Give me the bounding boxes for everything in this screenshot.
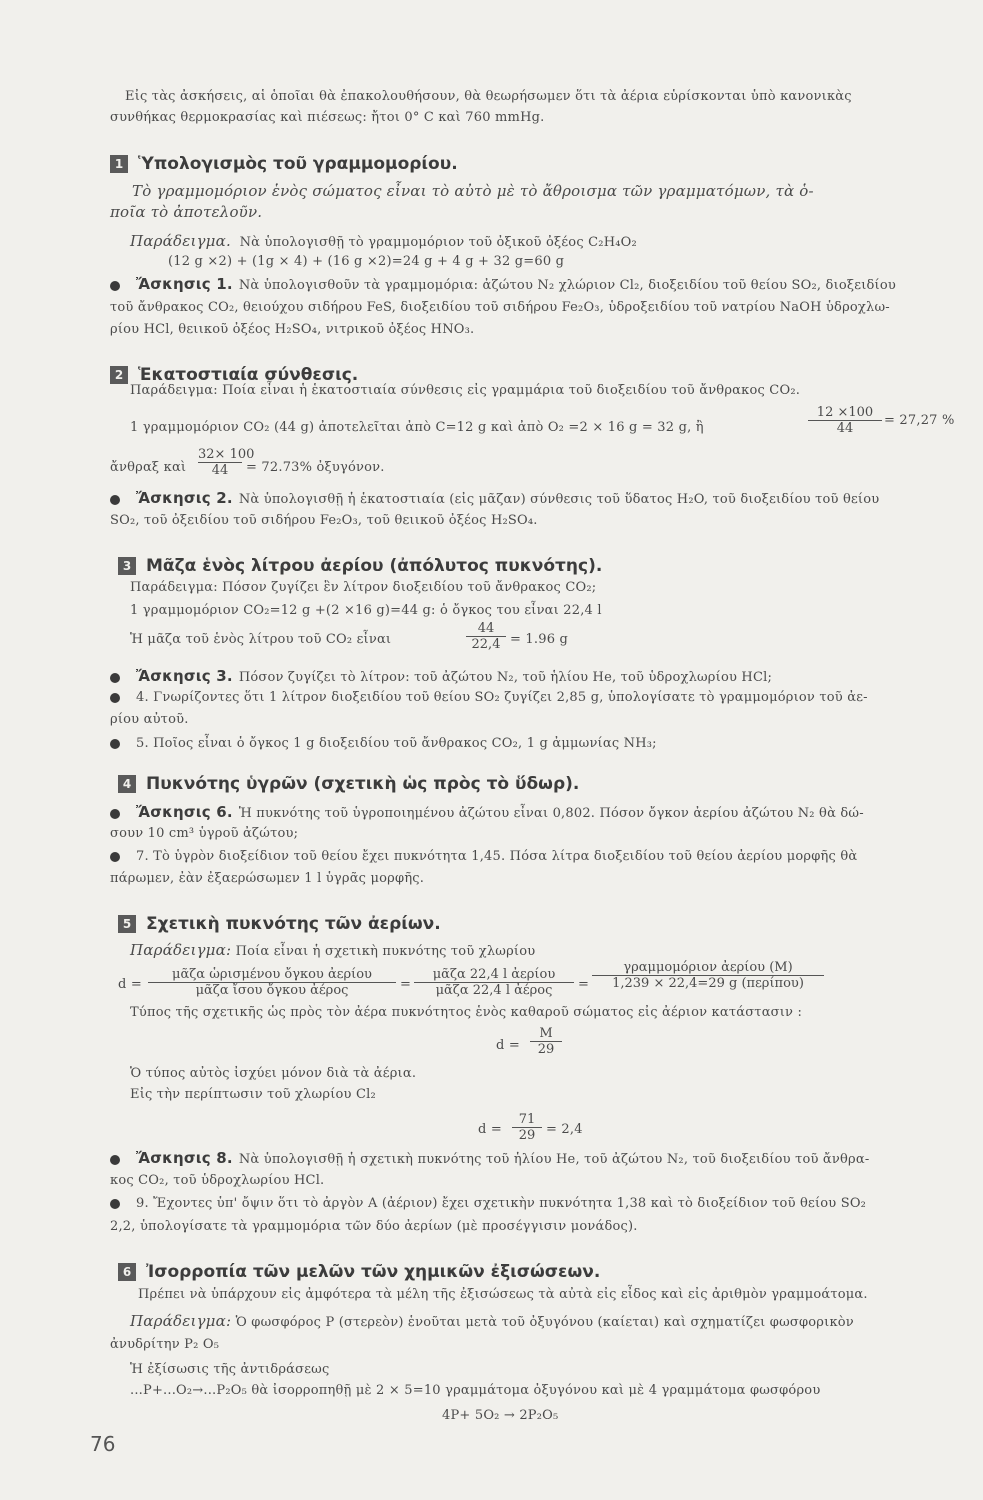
exercise-4: 4. Γνωρίζοντες ὅτι 1 λίτρον διοξειδίου τοῦ θείου SO₂ ζυγίζει 2,85 g, ὑπολογίσατε τὸ γραμμομόριον τοῦ ἀε- bbox=[110, 690, 868, 706]
density-d-label: d = bbox=[118, 977, 142, 992]
example-line: Παράδειγμα: Πόσον ζυγίζει ἓν λίτρον διοξειδίου τοῦ ἄνθρακος CO₂; bbox=[130, 580, 597, 595]
example-line: Παράδειγμα: Ποία εἶναι ἡ ἑκατοστιαία σύνθεσις εἰς γραμμάρια τοῦ διοξειδίου τοῦ ἄνθρακος CO₂. bbox=[130, 383, 801, 398]
fraction-result: = 27,27 % bbox=[884, 413, 955, 428]
bullet-icon bbox=[110, 852, 120, 862]
calculation-line: 1 γραμμομόριον CO₂ (44 g) ἀποτελεῖται ἀπὸ C=12 g καὶ ἀπὸ O₂ =2 × 16 g = 32 g, ἢ bbox=[130, 420, 704, 435]
section-4-heading bbox=[118, 774, 579, 794]
fraction: μᾶζα 22,4 l ἀερίου μᾶζα 22,4 l ἀέρος bbox=[414, 967, 574, 998]
page-number: 76 bbox=[90, 1432, 116, 1456]
density-d-label: d = bbox=[496, 1038, 520, 1053]
fraction: $\frac{M}{29}$ bbox=[530, 1026, 562, 1057]
bullet-icon bbox=[110, 495, 120, 505]
exercise-2: Ἄσκησις 2. Νὰ ὑπολογισθῇ ἡ ἑκατοστιαία (εἰς μᾶζαν) σύνθεσις τοῦ ὕδατος H₂O, τοῦ διοξειδίου τοῦ θείου bbox=[110, 490, 879, 508]
gas-only-note: Ὁ τύπος αὐτὸς ἰσχύει μόνον διὰ τὰ ἀέρια. bbox=[130, 1066, 417, 1081]
section-6-heading bbox=[118, 1262, 600, 1282]
section-number-badge: 3 bbox=[118, 557, 136, 575]
exercise-6: Ἄσκησις 6. Ἡ πυκνότης τοῦ ὑγροποιημένου ἀζώτου εἶναι 0,802. Πόσον ὄγκον ἀερίου ἀζώτου N₂ θὰ δώ- bbox=[110, 804, 864, 822]
balancing-rule: Πρέπει νὰ ὑπάρχουν εἰς ἀμφότερα τὰ μέλη τῆς ἐξισώσεως τὰ αὐτὰ εἰς εἶδος καὶ εἰς ἀριθμὸν γραμμοάτομα. bbox=[138, 1287, 868, 1302]
section-3-heading bbox=[118, 556, 602, 576]
exercise-9: 9. Ἔχοντες ὑπ' ὄψιν ὅτι τὸ ἀργὸν A (ἀέριον) ἔχει σχετικὴν πυκνότητα 1,38 καὶ τὸ διοξείδιον τοῦ θείου SO₂ bbox=[110, 1196, 866, 1212]
section-number-badge: 5 bbox=[118, 915, 136, 933]
bullet-icon bbox=[110, 693, 120, 703]
calculation-line: (12 g ×2) + (1g × 4) + (16 g ×2)=24 g + 4 g + 32 g=60 g bbox=[168, 254, 565, 269]
fraction-result: = 2,4 bbox=[546, 1122, 583, 1137]
exercise-7: 7. Τὸ ὑγρὸν διοξείδιον τοῦ θείου ἔχει πυκνότητα 1,45. Πόσα λίτρα διοξειδίου τοῦ θείου ἀερίου μορφῆς θὰ bbox=[110, 849, 857, 865]
calculation-line-2: ἄνθραξ καὶ bbox=[110, 460, 187, 475]
bullet-icon bbox=[110, 1155, 120, 1165]
exercise-7-line-2: πάρωμεν, ἐὰν ἐξαερώσωμεν 1 l ὑγρᾶς μορφῆς. bbox=[110, 871, 425, 886]
bullet-icon bbox=[110, 281, 120, 291]
balanced-equation: 4P+ 5O₂ → 2P₂O₅ bbox=[442, 1408, 559, 1423]
fraction: $\frac{44}{22,4}$ bbox=[466, 621, 506, 652]
exercise-1-line-2: τοῦ ἄνθρακος CO₂, θειούχου σιδήρου FeS, διοξειδίου τοῦ σιδήρου Fe₂O₃, ὑδροξειδίου τοῦ νατρίου NaOH ὑδροχλω- bbox=[110, 300, 890, 315]
bullet-icon bbox=[110, 739, 120, 749]
section-5-heading bbox=[118, 914, 441, 934]
formula-description: Τύπος τῆς σχετικῆς ὡς πρὸς τὸν ἀέρα πυκνότητος ἑνὸς καθαροῦ σώματος εἰς ἀέριον κατάστασιν : bbox=[130, 1005, 803, 1020]
section-2-heading bbox=[110, 365, 358, 385]
example-line: Παράδειγμα: Ὁ φωσφόρος P (στερεὸν) ἑνοῦται μετὰ τοῦ ὀξυγόνου (καίεται) καὶ σχηματίζει φωσφορικὸν bbox=[130, 1312, 854, 1330]
equals-sign: = bbox=[400, 977, 412, 992]
section-title: Πυκνότης ὑγρῶν (σχετικὴ ὡς πρὸς τὸ ὕδωρ). bbox=[146, 774, 580, 794]
section-1-heading bbox=[110, 154, 458, 174]
bullet-icon bbox=[110, 1199, 120, 1209]
exercise-9-line-2: 2,2, ὑπολογίσατε τὰ γραμμομόρια τῶν δύο ἀερίων (μὲ προσέγγισιν μονάδος). bbox=[110, 1219, 638, 1234]
calculation-line: 1 γραμμομόριον CO₂=12 g +(2 ×16 g)=44 g: ὁ ὄγκος του εἶναι 22,4 l bbox=[130, 603, 602, 618]
section-number-badge: 6 bbox=[118, 1263, 136, 1281]
section-title: Ἰσορροπία τῶν μελῶν τῶν χημικῶν ἐξισώσεων. bbox=[146, 1262, 601, 1282]
fraction: $\frac{71}{29}$ bbox=[512, 1112, 542, 1143]
section-number-badge: 1 bbox=[110, 155, 128, 173]
bullet-icon bbox=[110, 809, 120, 819]
fraction: $\frac{32\times 100}{44}$ bbox=[198, 447, 255, 478]
calculation-line-2: Ἡ μᾶζα τοῦ ἑνὸς λίτρου τοῦ CO₂ εἶναι bbox=[130, 632, 392, 647]
example-line: Παράδειγμα: Ποία εἶναι ἡ σχετικὴ πυκνότης τοῦ χλωρίου bbox=[130, 941, 536, 959]
equation-line: ...P+...O₂→...P₂O₅ θὰ ἰσορροπηθῇ μὲ 2 × 5=10 γραμμάτομα ὀξυγόνου καὶ μὲ 4 γραμμάτομα φωσφόρου bbox=[130, 1383, 821, 1398]
section-number-badge: 4 bbox=[118, 775, 136, 793]
exercise-8-line-2: κος CO₂, τοῦ ὑδροχλωρίου HCl. bbox=[110, 1173, 325, 1188]
exercise-4-line-2: ρίου αὐτοῦ. bbox=[110, 712, 189, 727]
density-d-label: d = bbox=[478, 1122, 502, 1137]
exercise-8: Ἄσκησις 8. Νὰ ὑπολογισθῇ ἡ σχετικὴ πυκνότης τοῦ ἡλίου He, τοῦ ἀζώτου N₂, τοῦ διοξειδίου τοῦ ἄνθρα- bbox=[110, 1150, 869, 1168]
section-number-badge: 2 bbox=[110, 366, 128, 384]
bullet-icon bbox=[110, 673, 120, 683]
equation-title: Ἡ ἐξίσωσις τῆς ἀντιδράσεως bbox=[130, 1362, 330, 1377]
definition-line-1: Τὸ γραμμομόριον ἑνὸς σώματος εἶναι τὸ αὐτὸ μὲ τὸ ἄθροισμα τῶν γραμματόμων, τὰ ὁ- bbox=[132, 182, 814, 200]
fraction: μᾶζα ὡρισμένου ὄγκου ἀερίου μᾶζα ἴσου ὄγκου ἀέρος bbox=[148, 967, 396, 998]
fraction-result: = 1.96 g bbox=[510, 632, 569, 647]
definition-line-2: ποῖα τὸ ἀποτελοῦν. bbox=[110, 203, 263, 221]
section-title: Σχετικὴ πυκνότης τῶν ἀερίων. bbox=[146, 914, 441, 934]
fraction: $\frac{12 \times 100}{44}$ bbox=[808, 405, 882, 436]
equals-sign: = bbox=[578, 977, 590, 992]
intro-line-1: Εἰς τὰς ἀσκήσεις, αἱ ὁποῖαι θὰ ἐπακολουθήσουν, θὰ θεωρήσωμεν ὅτι τὰ ἀέρια εὑρίσκονται ὑπὸ κανονικὰς bbox=[125, 89, 852, 104]
example-line-2: ἀνυδρίτην P₂ O₅ bbox=[110, 1337, 220, 1352]
fraction-result: = 72.73% ὀξυγόνον. bbox=[246, 460, 385, 475]
intro-line-2: συνθήκας θερμοκρασίας καὶ πιέσεως: ἤτοι 0° C καὶ 760 mmHg. bbox=[110, 110, 545, 125]
exercise-5: 5. Ποῖος εἶναι ὁ ὄγκος 1 g διοξειδίου τοῦ ἄνθρακος CO₂, 1 g ἀμμωνίας NH₃; bbox=[110, 736, 657, 752]
section-title: Ὑπολογισμὸς τοῦ γραμμομορίου. bbox=[138, 154, 458, 174]
exercise-1: Ἄσκησις 1. Νὰ ὑπολογισθοῦν τὰ γραμμομόρια: ἀζώτου N₂ χλώριον Cl₂, διοξειδίου τοῦ θείου SO₂, διοξειδίου bbox=[110, 276, 896, 294]
exercise-2-line-2: SO₂, τοῦ ὀξειδίου τοῦ σιδήρου Fe₂O₃, τοῦ θειικοῦ ὀξέος H₂SO₄. bbox=[110, 513, 538, 528]
fraction: γραμμομόριον ἀερίου (M) 1,239 × 22,4=29 g (περίπου) bbox=[592, 960, 824, 991]
exercise-6-line-2: σουν 10 cm³ ὑγροῦ ἀζώτου; bbox=[110, 826, 299, 841]
chlorine-case: Εἰς τὴν περίπτωσιν τοῦ χλωρίου Cl₂ bbox=[130, 1087, 376, 1102]
section-title: Ἑκατοστιαία σύνθεσις. bbox=[138, 365, 359, 385]
section-title: Μᾶζα ἑνὸς λίτρου ἀερίου (ἀπόλυτος πυκνότης). bbox=[146, 556, 603, 576]
exercise-1-line-3: ρίου HCl, θειικοῦ ὀξέος H₂SO₄, νιτρικοῦ ὀξέος HNO₃. bbox=[110, 322, 475, 337]
exercise-3: Ἄσκησις 3. Πόσον ζυγίζει τὸ λίτρον: τοῦ ἀζώτου N₂, τοῦ ἡλίου He, τοῦ ὑδροχλωρίου HCl; bbox=[110, 668, 772, 686]
example-line: Παράδειγμα. Νὰ ὑπολογισθῇ τὸ γραμμομόριον τοῦ ὀξικοῦ ὀξέος C₂H₄O₂ bbox=[130, 232, 637, 250]
